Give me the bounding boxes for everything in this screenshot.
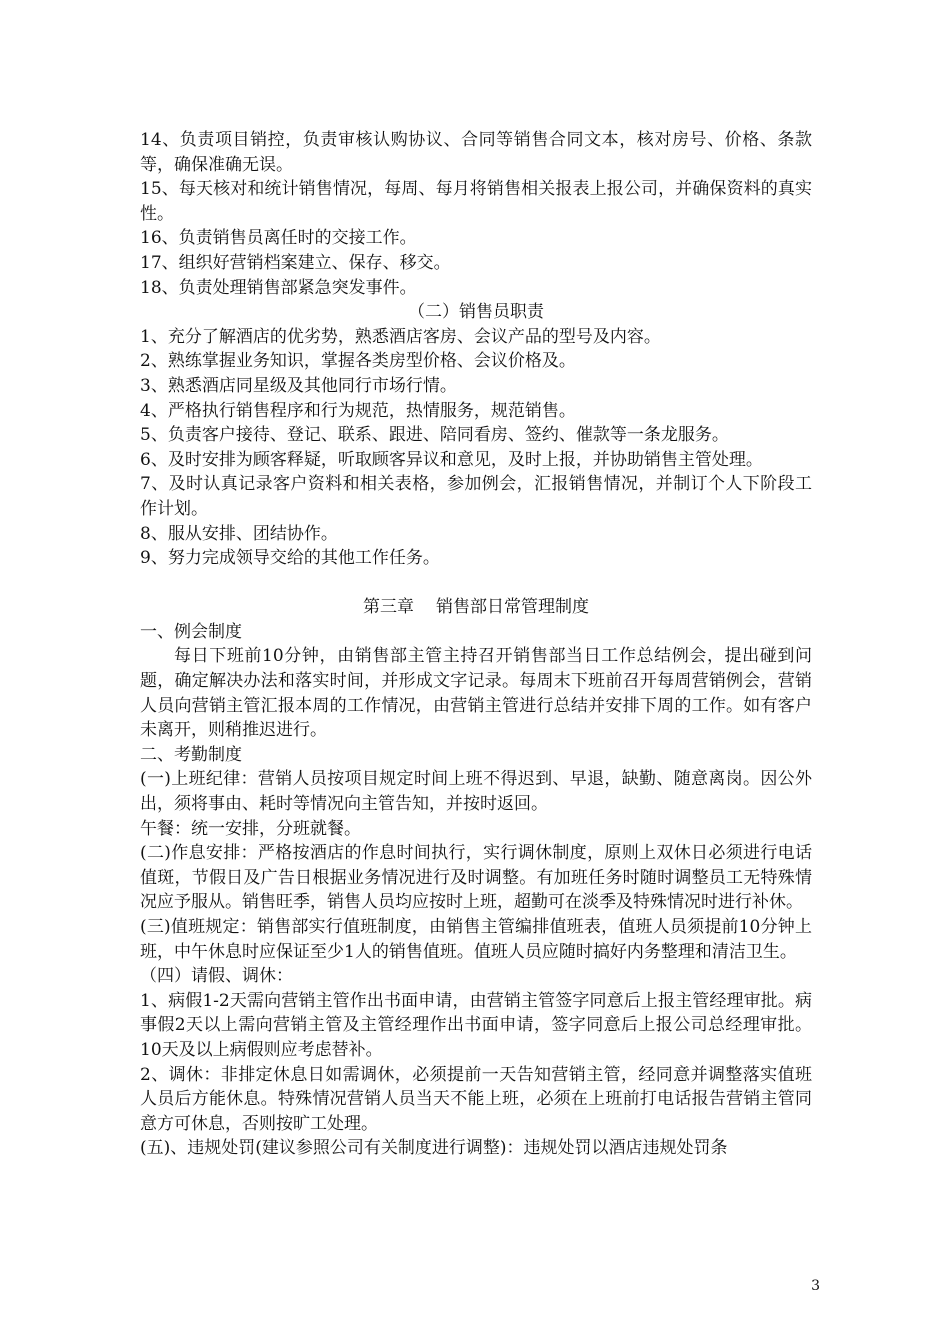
meeting-body: 每日下班前10分钟，由销售部主管主持召开销售部当日工作总结例会，提出碰到问题，确定解决办法和落实时间，并形成文字记录。每周末下班前召开每周营销例会，营销人员向营销主管汇报本周的工作情况，由营销主管进行总结并安排下周的工作。如有客户未离开，则稍推迟进行。 bbox=[140, 646, 812, 741]
attendance-heading: 二、考勤制度 bbox=[140, 744, 242, 765]
page-content bbox=[140, 128, 812, 1161]
list-item: 8、服从安排、团结协作。 bbox=[140, 523, 338, 544]
paragraph: 14、负责项目销控，负责审核认购协议、合同等销售合同文本，核对房号、价格、条款等，确保准确无误。 bbox=[140, 130, 812, 175]
paragraph: 17、组织好营销档案建立、保存、移交。 bbox=[140, 252, 451, 273]
page-number: 3 bbox=[811, 1278, 820, 1294]
chapter-title: 销售部日常管理制度 bbox=[436, 597, 589, 618]
section-heading-sales-duties: （二）销售员职责 bbox=[408, 302, 544, 323]
list-item: 9、努力完成领导交给的其他工作任务。 bbox=[140, 548, 440, 569]
paragraph: 16、负责销售员离任时的交接工作。 bbox=[140, 228, 417, 249]
meeting-heading: 一、例会制度 bbox=[140, 621, 242, 642]
list-item: 4、严格执行销售程序和行为规范，热情服务，规范销售。 bbox=[140, 400, 576, 421]
list-item: 6、及时安排为顾客释疑，听取顾客异议和意见，及时上报，并协助销售主管处理。 bbox=[140, 449, 763, 470]
attendance-item: 1、病假1-2天需向营销主管作出书面申请，由营销主管签字同意后上报主管经理审批。病事假2天以上需向营销主管及主管经理作出书面申请，签字同意后上报公司总经理审批。10天及以上病假则应考虑替补。 bbox=[140, 990, 812, 1060]
paragraph: 15、每天核对和统计销售情况，每周、每月将销售相关报表上报公司，并确保资料的真实性。 bbox=[140, 179, 812, 224]
attendance-item: (二)作息安排：严格按酒店的作息时间执行，实行调休制度，原则上双休日必须进行电话值斑，节假日及广告日根据业务情况进行及时调整。有加班任务时随时调整员工无特殊情况应予服从。销售旺季，销售人员均应按时上班，超勤可在淡季及特殊情况时进行补休。 bbox=[140, 843, 812, 913]
attendance-item: 午餐：统一安排，分班就餐。 bbox=[140, 818, 361, 839]
paragraph: 18、负责处理销售部紧急突发事件。 bbox=[140, 277, 417, 298]
list-item: 3、熟悉酒店同星级及其他同行市场行情。 bbox=[140, 375, 457, 396]
attendance-item: (三)值班规定：销售部实行值班制度，由销售主管编排值班表，值班人员须提前10分钟上班，中午休息时应保证至少1人的销售值班。值班人员应随时搞好内务整理和清洁卫生。 bbox=[140, 917, 812, 962]
chapter-heading bbox=[140, 595, 812, 620]
attendance-item: （四）请假、调休： bbox=[140, 966, 293, 987]
list-item: 7、及时认真记录客户资料和相关表格，参加例会，汇报销售情况，并制订个人下阶段工作计划。 bbox=[140, 474, 812, 519]
list-item: 1、充分了解酒店的优劣势，熟悉酒店客房、会议产品的型号及内容。 bbox=[140, 326, 661, 347]
attendance-item: 2、调休：非排定休息日如需调休，必须提前一天告知营销主管，经同意并调整落实值班人员后方能休息。特殊情况营销人员当天不能上班，必须在上班前打电话报告营销主管同意方可休息，否则按旷工处理。 bbox=[140, 1064, 812, 1134]
blank-line bbox=[140, 571, 812, 596]
list-item: 2、熟练掌握业务知识，掌握各类房型价格、会议价格及。 bbox=[140, 351, 576, 372]
attendance-item: (五)、违规处罚(建议参照公司有关制度进行调整)：违规处罚以酒店违规处罚条 bbox=[140, 1138, 728, 1159]
chapter-number: 第三章 bbox=[363, 597, 414, 618]
list-item: 5、负责客户接待、登记、联系、跟进、陪同看房、签约、催款等一条龙服务。 bbox=[140, 425, 729, 446]
attendance-item: (一)上班纪律：营销人员按项目规定时间上班不得迟到、早退，缺勤、随意离岗。因公外出，须将事由、耗时等情况向主管告知，并按时返回。 bbox=[140, 769, 812, 815]
